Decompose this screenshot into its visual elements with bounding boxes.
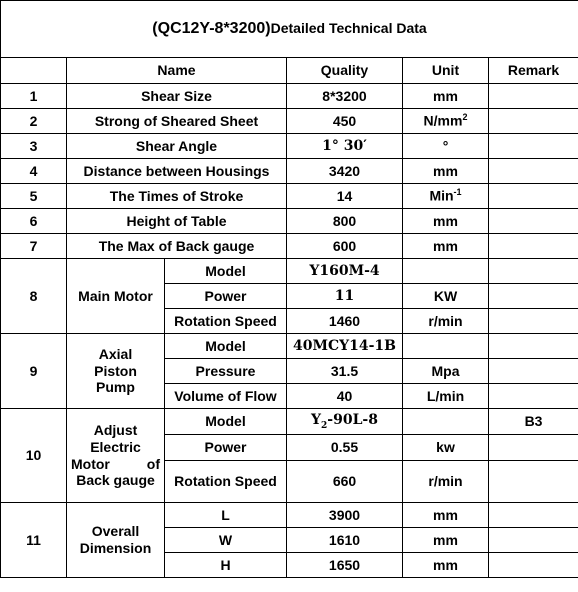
group-name-line: Pump bbox=[96, 379, 135, 396]
table-row bbox=[1, 334, 578, 359]
header-unit: Unit bbox=[403, 58, 489, 84]
table-row bbox=[1, 409, 578, 435]
row-quality: 1610 bbox=[287, 528, 403, 553]
row-unit: L/min bbox=[403, 384, 489, 409]
row-remark bbox=[489, 309, 578, 334]
row-quality: 3900 bbox=[287, 503, 403, 528]
row-quality: 800 bbox=[287, 209, 403, 234]
row-no: 5 bbox=[1, 184, 67, 209]
sub-label: Model bbox=[165, 409, 287, 435]
row-name: The Times of Stroke bbox=[67, 184, 287, 209]
sub-label: Power bbox=[165, 284, 287, 309]
row-quality: 31.5 bbox=[287, 359, 403, 384]
group-name-line: Axial bbox=[98, 345, 133, 362]
row-name: Distance between Housings bbox=[67, 159, 287, 184]
group-name bbox=[67, 334, 165, 409]
group-name-line: Adjust bbox=[93, 421, 138, 438]
row-unit bbox=[403, 109, 489, 134]
title-row bbox=[1, 1, 578, 58]
row-remark bbox=[489, 553, 578, 578]
row-remark bbox=[489, 184, 578, 209]
row-no: 2 bbox=[1, 109, 67, 134]
row-name: Shear Size bbox=[67, 84, 287, 109]
row-quality: 8*3200 bbox=[287, 84, 403, 109]
group-name-line: Motor of bbox=[71, 455, 160, 472]
sub-label: Volume of Flow bbox=[165, 384, 287, 409]
unit-superscript: -1 bbox=[453, 187, 462, 198]
group-name-line: Piston bbox=[94, 362, 137, 379]
sub-label: Pressure bbox=[165, 359, 287, 384]
group-no: 11 bbox=[1, 503, 67, 578]
group-name-line: Overall bbox=[91, 523, 140, 540]
row-remark bbox=[489, 109, 578, 134]
row-remark bbox=[489, 359, 578, 384]
row-quality: 40MCY14-1B bbox=[287, 334, 403, 359]
row-remark bbox=[489, 503, 578, 528]
unit-superscript: 2 bbox=[462, 112, 468, 123]
row-unit: Mpa bbox=[403, 359, 489, 384]
row-unit: mm bbox=[403, 528, 489, 553]
row-unit: mm bbox=[403, 503, 489, 528]
table-row bbox=[1, 184, 578, 209]
row-quality: 1650 bbox=[287, 553, 403, 578]
row-no: 6 bbox=[1, 209, 67, 234]
header-no bbox=[1, 58, 67, 84]
row-name: Strong of Sheared Sheet bbox=[67, 109, 287, 134]
document-title bbox=[1, 1, 578, 58]
sub-label: L bbox=[165, 503, 287, 528]
row-quality: 600 bbox=[287, 234, 403, 259]
header-remark: Remark bbox=[489, 58, 578, 84]
row-remark bbox=[489, 84, 578, 109]
row-quality: 0.55 bbox=[287, 435, 403, 461]
row-unit: kw bbox=[403, 435, 489, 461]
group-no: 8 bbox=[1, 259, 67, 334]
row-name: The Max of Back gauge bbox=[67, 234, 287, 259]
table-row bbox=[1, 259, 578, 284]
row-unit: mm bbox=[403, 159, 489, 184]
group-name-line: Back gauge bbox=[76, 472, 155, 489]
row-quality: 1460 bbox=[287, 309, 403, 334]
row-unit: r/min bbox=[403, 461, 489, 503]
quality-base: Y bbox=[311, 411, 322, 428]
row-unit: mm bbox=[403, 209, 489, 234]
row-remark bbox=[489, 209, 578, 234]
row-unit: r/min bbox=[403, 309, 489, 334]
row-unit: mm bbox=[403, 84, 489, 109]
title-model: (QC12Y-8*3200) bbox=[152, 20, 271, 38]
row-unit: mm bbox=[403, 234, 489, 259]
row-no: 3 bbox=[1, 134, 67, 159]
group-no: 10 bbox=[1, 409, 67, 503]
row-quality: 450 bbox=[287, 109, 403, 134]
header-quality: Quality bbox=[287, 58, 403, 84]
table-row bbox=[1, 234, 578, 259]
row-no: 7 bbox=[1, 234, 67, 259]
sub-label: Model bbox=[165, 259, 287, 284]
table-row bbox=[1, 209, 578, 234]
row-name: Height of Table bbox=[67, 209, 287, 234]
row-remark bbox=[489, 435, 578, 461]
group-name: Main Motor bbox=[67, 259, 165, 334]
group-name-line: Dimension bbox=[79, 540, 152, 556]
header-row bbox=[1, 58, 578, 84]
row-remark bbox=[489, 234, 578, 259]
row-remark: B3 bbox=[489, 409, 578, 435]
row-quality: 11 bbox=[287, 284, 403, 309]
group-no: 9 bbox=[1, 334, 67, 409]
group-name bbox=[67, 409, 165, 503]
row-no: 1 bbox=[1, 84, 67, 109]
row-unit bbox=[403, 334, 489, 359]
row-remark bbox=[489, 134, 578, 159]
row-unit bbox=[403, 409, 489, 435]
row-remark bbox=[489, 284, 578, 309]
table-row bbox=[1, 134, 578, 159]
row-unit bbox=[403, 259, 489, 284]
unit-base: Min bbox=[429, 187, 454, 204]
sub-label: W bbox=[165, 528, 287, 553]
header-name: Name bbox=[67, 58, 287, 84]
row-quality: Y160M-4 bbox=[287, 259, 403, 284]
table-row bbox=[1, 159, 578, 184]
quality-rest: -90L-8 bbox=[327, 411, 378, 428]
title-text: Detailed Technical Data bbox=[270, 20, 427, 37]
table-row bbox=[1, 109, 578, 134]
unit-base: N/mm bbox=[423, 112, 463, 129]
group-name-line: Electric bbox=[90, 438, 141, 455]
quality-subscript: 2 bbox=[321, 420, 328, 431]
row-remark bbox=[489, 259, 578, 284]
row-quality: 14 bbox=[287, 184, 403, 209]
sub-label: Rotation Speed bbox=[165, 461, 287, 503]
table-row bbox=[1, 84, 578, 109]
row-quality: 3420 bbox=[287, 159, 403, 184]
row-remark bbox=[489, 384, 578, 409]
group-name bbox=[67, 503, 165, 578]
row-unit bbox=[403, 184, 489, 209]
sub-label: Rotation Speed bbox=[165, 309, 287, 334]
row-remark bbox=[489, 334, 578, 359]
row-quality: 1° 30′ bbox=[287, 134, 403, 159]
row-remark bbox=[489, 528, 578, 553]
row-unit: ° bbox=[403, 134, 489, 159]
row-unit: mm bbox=[403, 553, 489, 578]
row-name: Shear Angle bbox=[67, 134, 287, 159]
row-quality bbox=[287, 409, 403, 435]
sub-label: Power bbox=[165, 435, 287, 461]
table-row bbox=[1, 503, 578, 528]
row-quality: 660 bbox=[287, 461, 403, 503]
row-no: 4 bbox=[1, 159, 67, 184]
row-quality: 40 bbox=[287, 384, 403, 409]
sub-label: Model bbox=[165, 334, 287, 359]
row-remark bbox=[489, 461, 578, 503]
row-unit: KW bbox=[403, 284, 489, 309]
sub-label: H bbox=[165, 553, 287, 578]
row-remark bbox=[489, 159, 578, 184]
